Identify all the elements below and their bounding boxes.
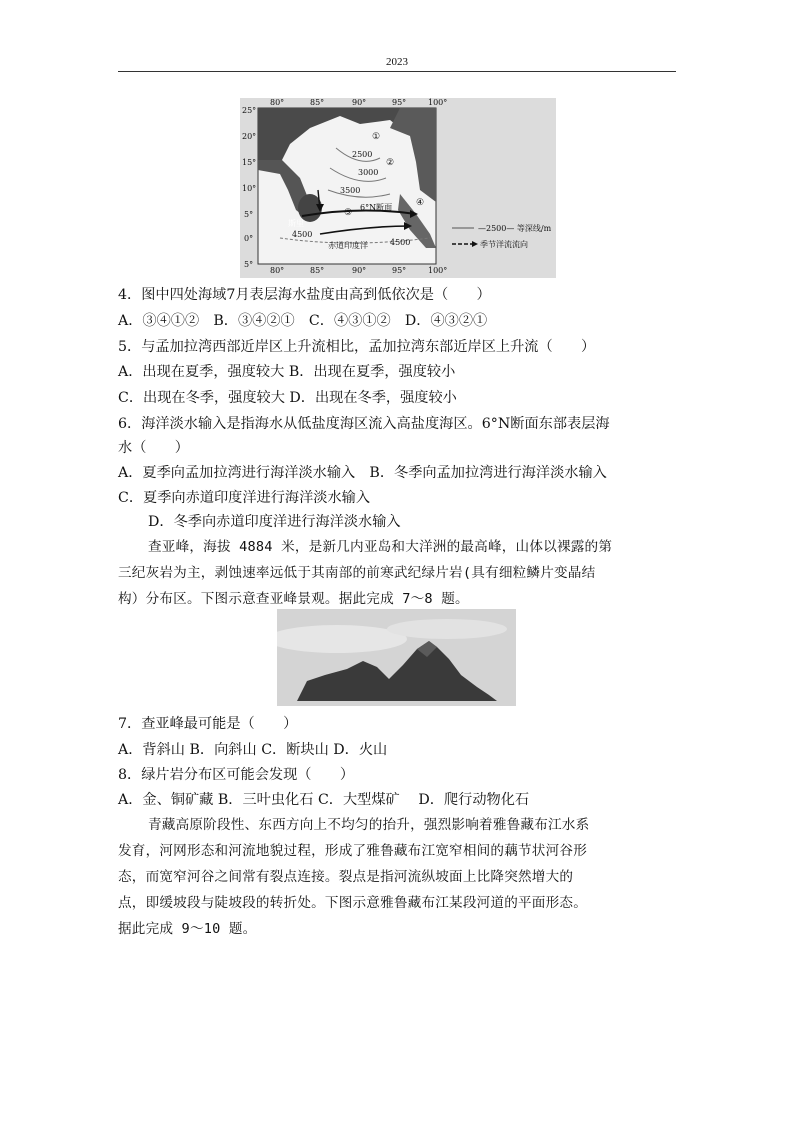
page-header-year: 2023: [386, 56, 408, 68]
q4-stem: 4．图中四处海域7月表层海水盐度由高到低依次是（ ）: [118, 287, 491, 303]
q8-options: A．金、铜矿藏 B．三叶虫化石 C．大型煤矿 D．爬行动物化石: [118, 792, 530, 808]
q6-stem-line2: 水（ ）: [118, 440, 189, 456]
q5-options-line2: C．出现在冬季，强度较大 D．出现在冬季，强度较小: [118, 390, 457, 406]
q6-options-line3: D．冬季向赤道印度洋进行海洋淡水输入: [148, 514, 401, 530]
lat-tick: 5°: [244, 210, 254, 219]
passage-line: 点，即缓坡段与陡坡段的转折处。下图示意雅鲁藏布江某段河道的平面形态。: [118, 895, 587, 911]
q5-stem: 5．与孟加拉湾西部近岸区上升流相比，孟加拉湾东部近岸区上升流（ ）: [118, 339, 596, 355]
bay-of-bengal-map: [240, 98, 556, 278]
lat-tick: 20°: [242, 132, 257, 141]
lat-tick: 5°: [244, 260, 254, 269]
place-label: 斯里: [288, 219, 304, 228]
region-marker: ②: [386, 158, 395, 168]
lat-tick: 25°: [242, 106, 257, 115]
q7-stem: 7．查亚峰最可能是（ ）: [118, 716, 298, 732]
passage-line: 青藏高原阶段性、东西方向上不均匀的抬升，强烈影响着雅鲁藏布江水系: [148, 817, 590, 833]
lat-tick: 15°: [242, 158, 257, 167]
q5-options-line1: A．出现在夏季，强度较大 B．出现在夏季，强度较小: [118, 364, 456, 380]
lon-tick: 100°: [428, 98, 448, 107]
passage-line: 构）分布区。下图示意查亚峰景观。据此完成 7～8 题。: [118, 591, 469, 607]
q4-options: A．③④①② B．③④②① C．④③①② D．④③②①: [118, 313, 488, 329]
depth-label: 3000: [358, 168, 379, 177]
lon-tick: 95°: [392, 266, 407, 275]
lon-tick: 90°: [352, 266, 367, 275]
passage-line: 据此完成 9～10 题。: [118, 921, 257, 937]
header-rule: [118, 71, 676, 72]
lat-tick: 0°: [244, 234, 254, 243]
depth-label: 4500: [292, 230, 313, 239]
lon-tick: 90°: [352, 98, 367, 107]
region-marker: ④: [416, 198, 425, 208]
depth-label: 2500: [352, 150, 373, 159]
passage-line: 查亚峰，海拔 4884 米，是新几内亚岛和大洋洲的最高峰，山体以裸露的第: [148, 539, 613, 555]
region-marker: ③: [344, 208, 353, 218]
q6-stem-line1: 6．海洋淡水输入是指海水从低盐度海区流入高盐度海区。6°N断面东部表层海: [118, 416, 610, 432]
depth-label: 4500: [390, 238, 411, 247]
q7-options: A．背斜山 B．向斜山 C．断块山 D．火山: [118, 742, 388, 758]
passage-puncak-jaya: [118, 534, 678, 612]
lon-tick: 100°: [428, 266, 448, 275]
depth-label: 3500: [340, 186, 361, 195]
legend-current: 季节洋流流向: [480, 240, 528, 249]
q8-stem: 8．绿片岩分布区可能会发现（ ）: [118, 767, 355, 783]
lon-tick: 85°: [310, 98, 325, 107]
q6-options-line2: C．夏季向赤道印度洋进行海洋淡水输入: [118, 490, 371, 506]
q6-options-line1: A．夏季向孟加拉湾进行海洋淡水输入 B．冬季向孟加拉湾进行海洋淡水输入: [118, 465, 607, 481]
lon-tick: 95°: [392, 98, 407, 107]
legend-isobath: —2500— 等深线/m: [478, 224, 552, 233]
lon-tick: 80°: [270, 266, 285, 275]
place-label: 6°N断面: [360, 203, 393, 212]
passage-line: 三纪灰岩为主，剥蚀速率远低于其南部的前寒武纪绿片岩(具有细粒鳞片变晶结: [118, 565, 596, 581]
lat-tick: 10°: [242, 184, 257, 193]
lon-tick: 80°: [270, 98, 285, 107]
passage-line: 态，而宽窄河谷之间常有裂点连接。裂点是指河流纵坡面上比降突然增大的: [118, 869, 574, 885]
passage-yarlung-tsangpo: [118, 812, 678, 942]
place-label: 赤道印度洋: [328, 241, 368, 250]
passage-line: 发育，河网形态和河流地貌过程，形成了雅鲁藏布江宽窄相间的藕节状河谷形: [118, 843, 587, 859]
region-marker: ①: [372, 132, 381, 142]
lon-tick: 85°: [310, 266, 325, 275]
puncak-jaya-photo: [277, 609, 516, 706]
